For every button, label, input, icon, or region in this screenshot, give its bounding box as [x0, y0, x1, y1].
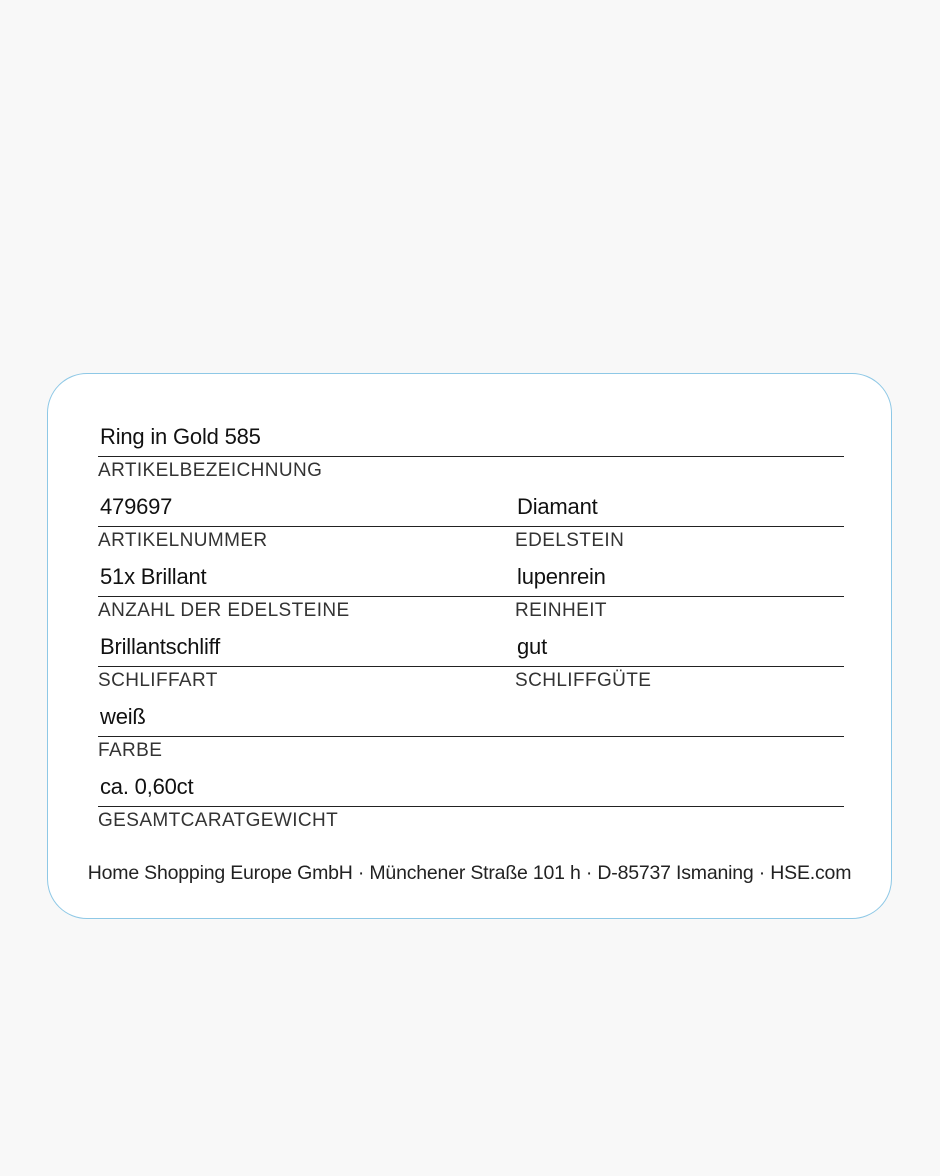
cut-quality-label: SCHLIFFGÜTE — [515, 670, 652, 691]
gemstone-value: Diamant — [517, 494, 598, 519]
stone-count-label: ANZAHL DER EDELSTEINE — [98, 600, 350, 621]
field-row-stone-count — [98, 514, 844, 621]
article-number-label: ARTIKELNUMMER — [98, 530, 268, 551]
divider-line — [98, 806, 844, 807]
article-number-value: 479697 — [100, 494, 173, 519]
clarity-value: lupenrein — [517, 564, 606, 589]
article-name-label: ARTIKELBEZEICHNUNG — [98, 460, 323, 481]
company-footer: Home Shopping Europe GmbH · Münchener Straße 101 h · D-85737 Ismaning · HSE.com — [87, 862, 852, 884]
total-carat-value: ca. 0,60ct — [100, 774, 194, 799]
color-label: FARBE — [98, 740, 163, 761]
cut-type-value: Brillantschliff — [100, 634, 221, 659]
total-carat-label: GESAMTCARATGEWICHT — [98, 810, 339, 831]
field-row-color — [98, 654, 844, 761]
clarity-label: REINHEIT — [515, 600, 607, 621]
field-row-total-carat — [98, 724, 844, 831]
color-value: weiß — [100, 704, 146, 729]
gemstone-label: EDELSTEIN — [515, 530, 625, 551]
cut-type-label: SCHLIFFART — [98, 670, 218, 691]
field-row-cut-type — [98, 584, 844, 691]
article-name-value: Ring in Gold 585 — [100, 424, 261, 449]
field-row-article-number — [98, 444, 844, 551]
cut-quality-value: gut — [517, 634, 547, 659]
product-certificate-card — [47, 373, 892, 919]
stone-count-value: 51x Brillant — [100, 564, 207, 589]
field-row-article-name — [98, 374, 844, 481]
